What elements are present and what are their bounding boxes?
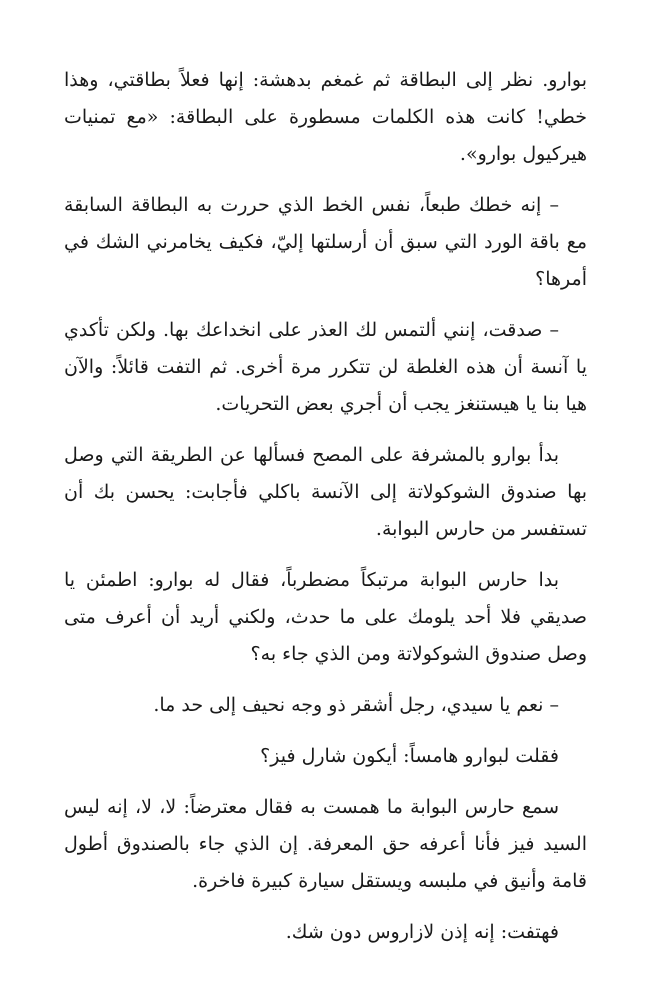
paragraph-4: بدأ بوارو بالمشرفة على المصح فسألها عن الطريقة التي وصل بها صندوق الشوكولاتة إلى الآنسة باكلي فأجابت: يحسن بك أن تستفسر من حارس البوابة. <box>64 444 587 540</box>
paragraph-1: بوارو. نظر إلى البطاقة ثم غمغم بدهشة: إنها فعلاً بطاقتي، وهذا خطي! كانت هذه الكلمات مسطورة على البطاقة: «مع تمنيات هيركيول بوارو». <box>64 69 587 165</box>
paragraph-7: فقلت لبوارو هامساً: أيكون شارل فيز؟ <box>260 745 559 767</box>
paragraph-9: فهتفت: إنه إذن لازاروس دون شك. <box>285 921 559 943</box>
paragraph-2: – إنه خطك طبعاً، نفس الخط الذي حررت به البطاقة السابقة مع باقة الورد التي سبق أن أرسلتها إليّ، فكيف يخامرني الشك في أمرها؟ <box>64 194 587 290</box>
paragraph-6: – نعم يا سيدي، رجل أشقر ذو وجه نحيف إلى حد ما. <box>153 694 559 716</box>
paragraph-8: سمع حارس البوابة ما همست به فقال معترضاً: لا، لا، إنه ليس السيد فيز فأنا أعرفه حق المعرفة. إن الذي جاء بالصندوق أطول قامة وأنيق في ملبسه ويستقل سيارة كبيرة فاخرة. <box>64 796 587 892</box>
paragraph-3: – صدقت، إنني ألتمس لك العذر على انخداعك بها. ولكن تأكدي يا آنسة أن هذه الغلطة لن تتكرر مرة أخرى. ثم التفت قائلاً: والآن هيا بنا يا هيستنغز يجب أن أجري بعض التحريات. <box>64 319 587 415</box>
paragraph-5: بدا حارس البوابة مرتبكاً مضطرباً، فقال له بوارو: اطمئن يا صديقي فلا أحد يلومك على ما حدث، ولكني أريد أن أعرف متى وصل صندوق الشوكولاتة ومن الذي جاء به؟ <box>64 569 587 665</box>
